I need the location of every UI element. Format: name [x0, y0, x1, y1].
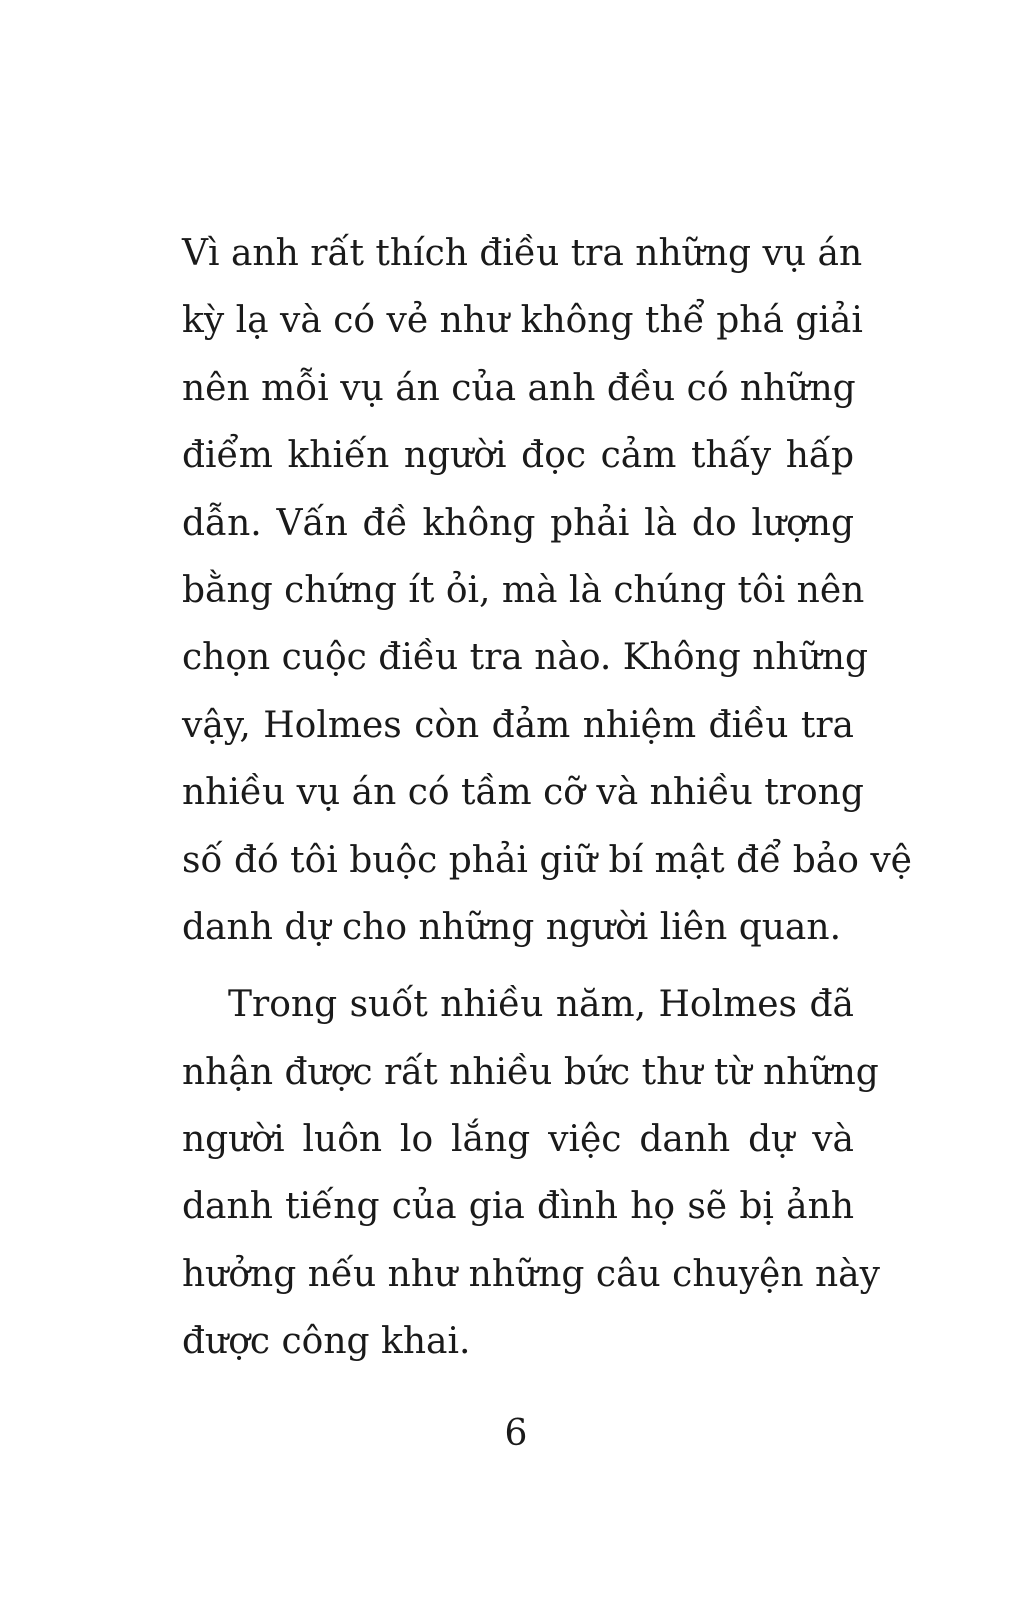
- text-line: danh dự cho những người liên quan.: [182, 906, 842, 948]
- text-line: vậy, Holmes còn đảm nhiệm điều tra: [182, 704, 854, 746]
- text-line: dẫn. Vấn đề không phải là do lượng: [182, 502, 854, 544]
- text-line: nhận được rất nhiều bức thư từ những: [182, 1051, 879, 1093]
- paragraph-spacer: [182, 961, 854, 971]
- text-line: nhiều vụ án có tầm cỡ và nhiều trong: [182, 772, 864, 814]
- text-line: được công khai.: [182, 1321, 471, 1363]
- text-line: người luôn lo lắng việc danh dự và: [182, 1119, 854, 1161]
- text-line: danh tiếng của gia đình họ sẽ bị ảnh: [182, 1186, 854, 1228]
- text-line: Trong suốt nhiều năm, Holmes đã: [228, 984, 854, 1026]
- text-line: số đó tôi buộc phải giữ bí mật để bảo vệ: [182, 839, 912, 881]
- paragraph-1: [182, 220, 912, 961]
- paragraph-2: [182, 971, 880, 1375]
- page-number: 6: [504, 1413, 528, 1454]
- text-line: hưởng nếu như những câu chuyện này: [182, 1253, 880, 1295]
- text-line: bằng chứng ít ỏi, mà là chúng tôi nên: [182, 569, 865, 611]
- text-line: điểm khiến người đọc cảm thấy hấp: [182, 435, 854, 477]
- text-line: nên mỗi vụ án của anh đều có những: [182, 367, 856, 409]
- body-text: [182, 220, 912, 1376]
- text-line: kỳ lạ và có vẻ như không thể phá giải: [182, 300, 863, 342]
- text-line: Vì anh rất thích điều tra những vụ án: [182, 233, 863, 274]
- text-line: chọn cuộc điều tra nào. Không những: [182, 637, 868, 679]
